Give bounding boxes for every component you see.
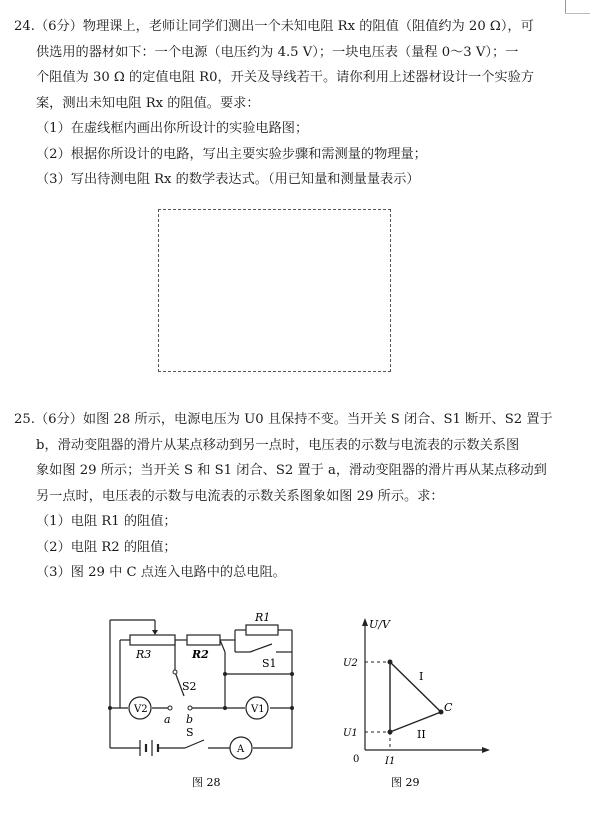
q24-item-1: （1）在虚线框内画出你所设计的实验电路图； — [36, 121, 309, 136]
label-r2: R2 — [192, 648, 209, 661]
resistor-r1 — [246, 625, 278, 635]
label-line-ii: II — [417, 728, 426, 741]
label-v1: V1 — [251, 704, 265, 715]
label-v2: V2 — [134, 704, 148, 715]
y-axis-label: U/V — [369, 618, 390, 631]
q24-line-4: 案，测出未知电阻 Rx 的阻值。要求： — [36, 95, 260, 111]
line-ii — [390, 712, 441, 732]
figure-28-circuit — [100, 610, 305, 790]
resistor-r3 — [130, 635, 175, 645]
q25-line-4: 另一点时，电压表的示数与电流表的示数关系图象如图 29 所示。求： — [36, 488, 444, 504]
label-r1: R1 — [255, 611, 271, 624]
resistor-r2 — [187, 635, 220, 645]
q24-item-2: （2）根据你所设计的电路，写出主要实验步骤和需测量的物理量； — [36, 146, 427, 162]
label-a-node: a — [164, 713, 171, 726]
q24-item-3: （3）写出待测电阻 Rx 的数学表达式。（用已知量和测量量表示） — [36, 172, 420, 187]
label-line-i: I — [419, 670, 424, 683]
page-corner-mark — [565, 0, 566, 14]
label-s1: S1 — [262, 657, 277, 670]
label-r3: R3 — [136, 648, 152, 661]
label-u2: U2 — [343, 658, 358, 669]
figure-29-graph — [335, 612, 495, 790]
question-24 — [14, 14, 576, 193]
q25-line-3: 象如图 29 所示；当开关 S 和 S1 闭合、S2 置于 a，滑动变阻器的滑片再从某点移动到 — [36, 463, 547, 478]
label-ammeter: A — [237, 744, 245, 755]
figure-29-caption: 图 29 — [391, 776, 420, 789]
question-25 — [14, 407, 576, 586]
q25-item-1: （1）电阻 R1 的阻值； — [36, 514, 177, 529]
line-i — [390, 662, 441, 712]
label-b-node: b — [186, 713, 194, 726]
q25-line-2: b，滑动变阻器的滑片从某点移动到另一点时，电压表的示数与电流表的示数关系图 — [36, 437, 520, 453]
label-point-c: C — [444, 701, 453, 714]
q24-line-1: 24.（6分）物理课上，老师让同学们测出一个未知电阻 Rx 的阻值（阻值约为 20 Ω），可 — [14, 19, 534, 34]
figure-28-caption: 图 28 — [192, 776, 221, 789]
q24-line-3: 个阻值为 30 Ω 的定值电阻 R0，开关及导线若干。请你利用上述器材设计一个实验方 — [36, 70, 534, 85]
answer-dashed-box — [158, 209, 391, 372]
origin-label: 0 — [353, 754, 360, 765]
q24-line-2: 供选用的器材如下：一个电源（电压约为 4.5 V）；一块电压表（量程 0～3 V）；一 — [36, 44, 519, 60]
q25-item-2: （2）电阻 R2 的阻值； — [36, 539, 177, 555]
label-s: S — [186, 726, 194, 739]
q25-line-1: 25.（6分）如图 28 所示，电源电压为 U0 且保持不变。当开关 S 闭合、S1 断开、S2 置于 — [14, 412, 553, 427]
label-s2: S2 — [182, 680, 197, 693]
label-i1: I1 — [385, 756, 396, 767]
label-u1: U1 — [343, 728, 358, 739]
q25-item-3: （3）图 29 中 C 点连入电路中的总电阻。 — [36, 565, 286, 580]
